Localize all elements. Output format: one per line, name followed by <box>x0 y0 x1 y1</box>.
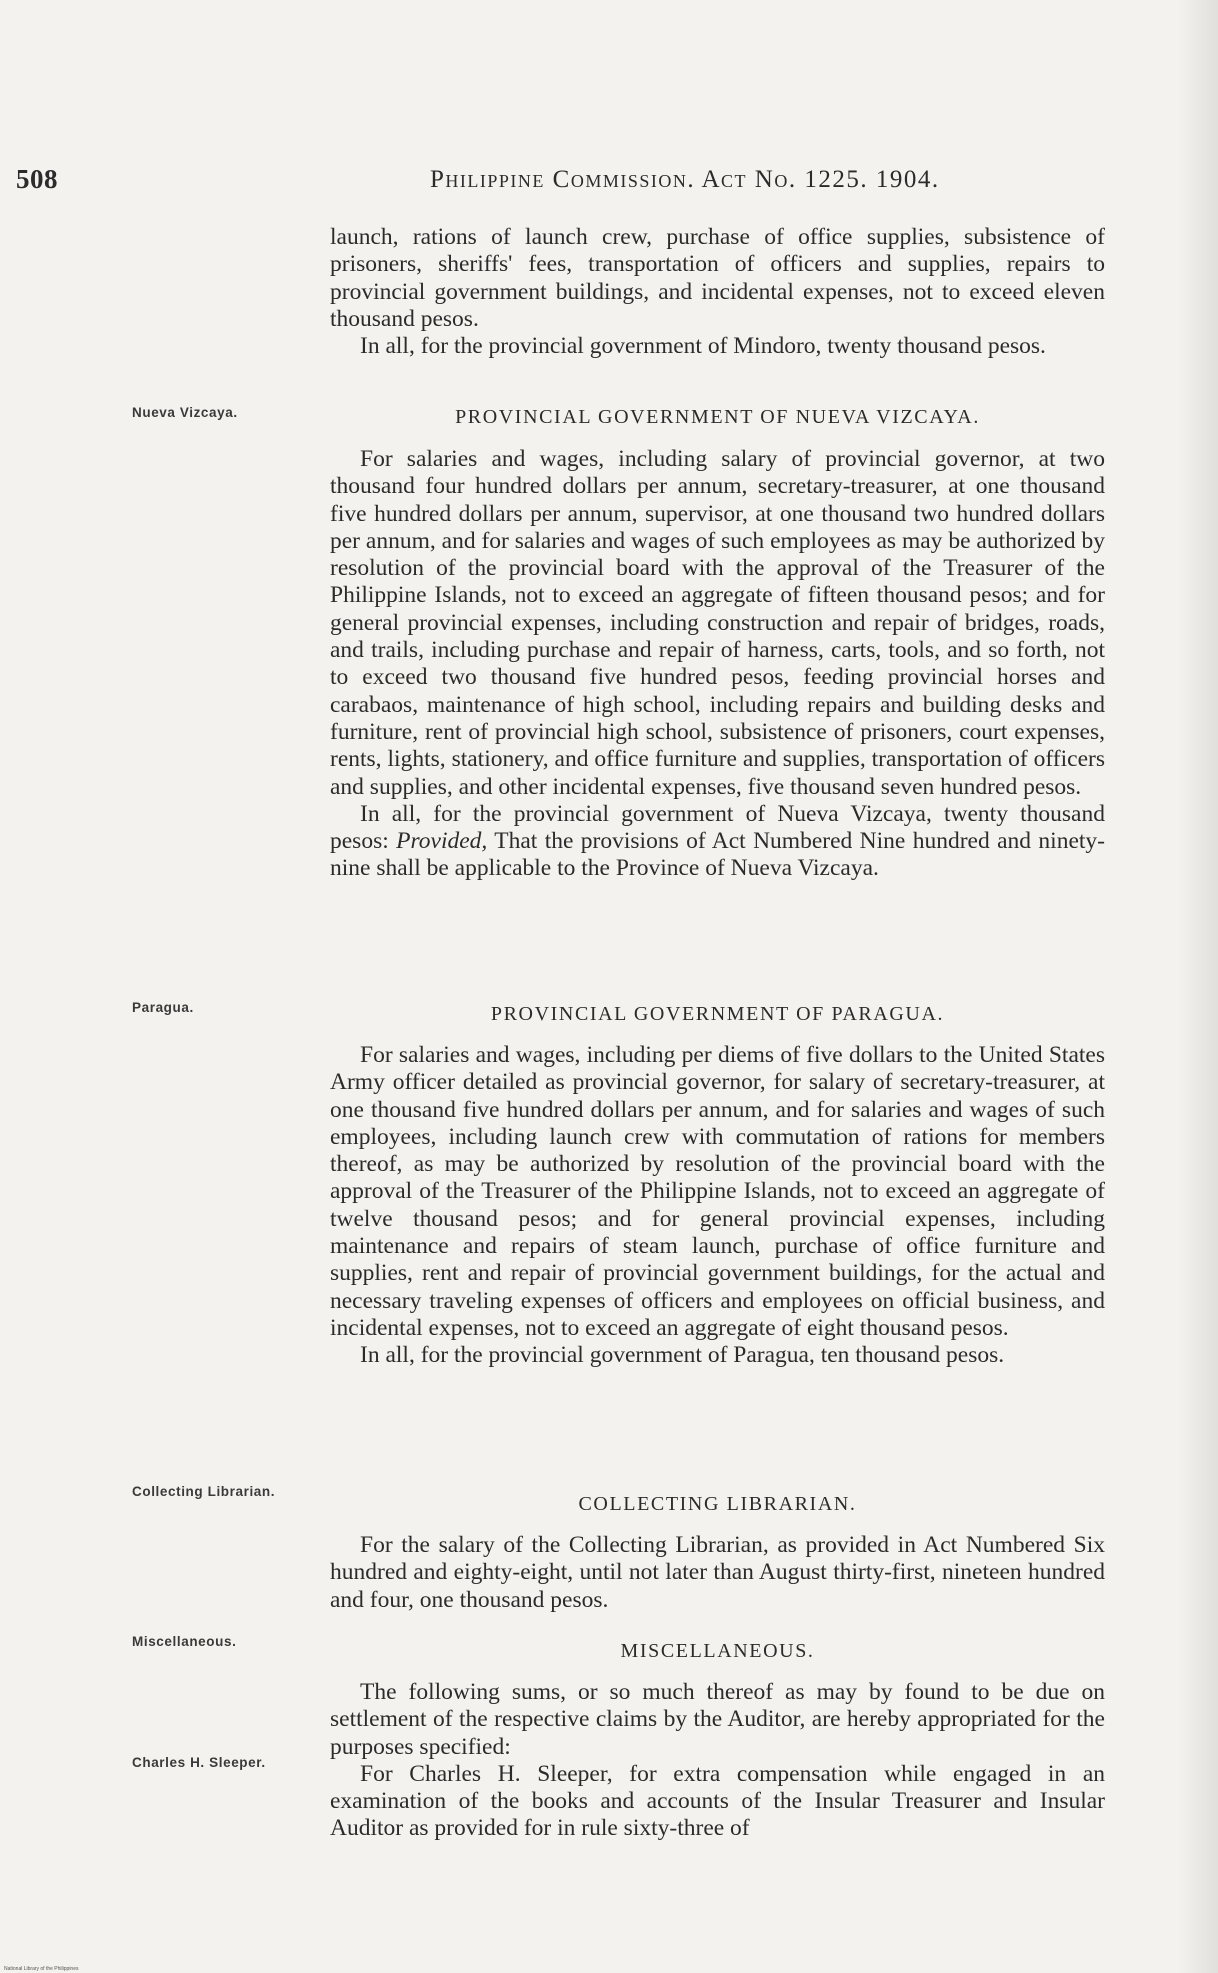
page-number: 508 <box>16 164 58 194</box>
paragraph: For the salary of the Collecting Librarian, as provided in Act Numbered Six hundred and eighty-eight, until not later than August thirty-first, nineteen hundred and four, one thousand pesos. <box>330 1532 1105 1613</box>
paragua-body <box>330 1042 1105 1370</box>
paragraph: For salaries and wages, including salary of provincial governor, at two thousand four hundred dollars per annum, secretary-treasurer, at one thousand five hundred dollars per annum, supervisor, at one thousand two hundred dollars per annum, and for salaries and wages of such employees as may be authorized by resolution of the provincial board with the approval of the Treasurer of the Philippine Islands, not to exceed an aggregate of fifteen thousand pesos; and for general provincial expenses, including construction and repair of bridges, roads, and trails, including purchase and repair of harness, carts, tools, and so forth, not to exceed two thousand five hundred pesos, feeding provincial horses and carabaos, maintenance of high school, including repairs and building desks and furniture, rent of provincial high school, subsistence of prisoners, court expenses, rents, lights, stationery, and office furniture and supplies, transportation of officers and supplies, and other incidental expenses, five thousand seven hundred pesos. <box>330 446 1105 800</box>
margin-note-nueva-vizcaya: Nueva Vizcaya. <box>132 405 238 420</box>
section-heading-paragua: PROVINCIAL GOVERNMENT OF PARAGUA. <box>490 1003 945 1025</box>
paragraph: In all, for the provincial government of Mindoro, twenty thousand pesos. <box>360 333 1046 360</box>
margin-note-charles-h-sleeper: Charles H. Sleeper. <box>132 1755 266 1770</box>
running-head: Philippine Commission. Act No. 1225. 1904. <box>430 166 940 193</box>
paragraph: For Charles H. Sleeper, for extra compensation while engaged in an examination of the books and accounts of the Insular Treasurer and Insular Auditor as provided for in rule sixty-three of <box>330 1760 1105 1842</box>
paragraph: In all, for the provincial government of Paragua, ten thousand pesos. <box>360 1342 1005 1369</box>
paragraph: The following sums, or so much thereof as may by found to be due on settlement of the respective claims by the Auditor, are hereby appropriated for the purposes specified: <box>330 1679 1105 1760</box>
margin-note-miscellaneous: Miscellaneous. <box>132 1634 237 1649</box>
section-heading-miscellaneous: MISCELLANEOUS. <box>620 1640 815 1662</box>
italic-proviso: Provided, <box>396 828 488 855</box>
paragraph <box>330 801 1105 883</box>
paragraph: launch, rations of launch crew, purchase of office supplies, subsistence of prisoners, sheriffs' fees, transportation of officers and supplies, repairs to provincial government buildings, and incidental expenses, not to exceed eleven thousand pesos. <box>330 224 1105 332</box>
section-heading-nueva-vizcaya: PROVINCIAL GOVERNMENT OF NUEVA VIZCAYA. <box>455 406 980 428</box>
librarian-body <box>330 1532 1105 1614</box>
page-edge-shadow <box>1178 0 1218 1973</box>
paragraph-text: That the provisions of Act Numbered Nine hundred and ninety-nine shall be applicable to the Province of Nueva Vizcaya. <box>330 828 1105 882</box>
margin-note-paragua: Paragua. <box>132 1000 194 1015</box>
miscellaneous-body <box>330 1679 1105 1843</box>
section-heading-collecting-librarian: COLLECTING LIBRARIAN. <box>578 1493 857 1515</box>
nueva-vizcaya-body <box>330 446 1105 883</box>
paragraph-text: In all, for the provincial government of Nueva Vizcaya, twenty thousand pesos: <box>330 800 1105 855</box>
paragraph: For salaries and wages, including per diems of five dollars to the United States Army officer detailed as provincial governor, for salary of secretary-treasurer, at one thousand five hundred dollars per annum, and for salaries and wages of such employees, including launch crew with commutation of rations for members thereof, as may be authorized by resolution of the provincial board with the approval of the Treasurer of the Philippine Islands, not to exceed an aggregate of twelve thousand pesos; and for general provincial expenses, including maintenance and repairs of steam launch, purchase of office furniture and supplies, rent and repair of provincial government buildings, for the actual and necessary traveling expenses of officers and employees on official business, and incidental expenses, not to exceed an aggregate of eight thousand pesos. <box>330 1042 1105 1341</box>
scan-footer: National Library of the Philippines <box>4 1966 79 1972</box>
margin-note-collecting-librarian: Collecting Librarian. <box>132 1484 276 1499</box>
mindoro-continuation <box>330 224 1105 360</box>
